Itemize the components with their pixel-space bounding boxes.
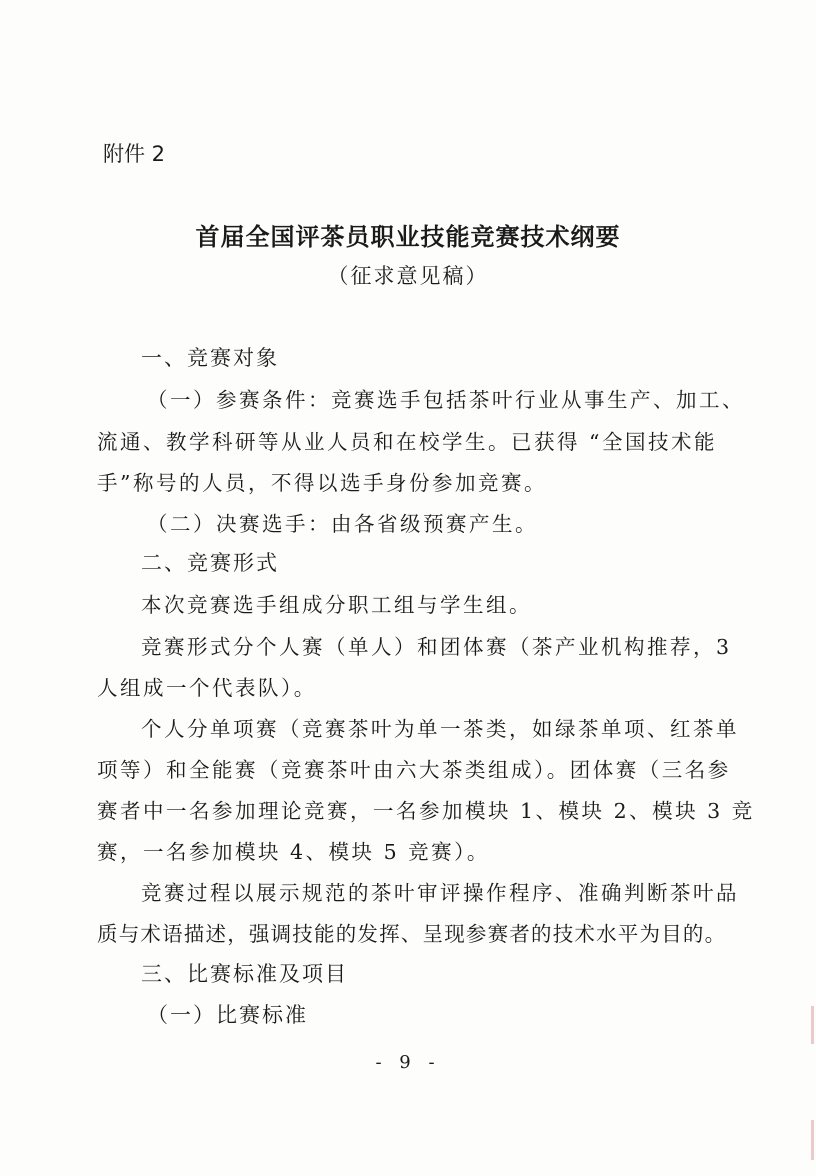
page-number: - 9 - <box>375 1052 441 1073</box>
paragraph-line: 个人分单项赛（竞赛茶叶为单一茶类，如绿茶单项、红茶单 <box>141 717 739 741</box>
paragraph-line: （二）决赛选手：由各省级预赛产生。 <box>147 512 538 536</box>
paragraph-line: 赛者中一名参加理论竞赛，一名参加模块 1、模块 2、模块 3 竞 <box>97 799 755 823</box>
paragraph-line: 竞赛形式分个人赛（单人）和团体赛（茶产业机构推荐，3 <box>141 635 732 659</box>
scan-edge-mark <box>811 1120 814 1160</box>
attachment-label: 附件 2 <box>103 142 166 166</box>
section-heading-2: 二、竞赛形式 <box>141 551 279 575</box>
scan-edge-mark <box>811 1006 814 1044</box>
paragraph-line: 质与术语描述，强调技能的发挥、呈现参赛者的技术水平为目的。 <box>97 922 727 946</box>
paragraph-line: 竞赛过程以展示规范的茶叶审评操作程序、准确判断茶叶品 <box>141 881 739 905</box>
section-heading-3: 三、比赛标准及项目 <box>141 962 348 986</box>
paragraph-line: 本次竞赛选手组成分职工组与学生组。 <box>141 593 532 617</box>
paragraph-line: 人组成一个代表队）。 <box>97 676 317 700</box>
paragraph-line: 赛，一名参加模块 4、模块 5 竞赛）。 <box>97 840 490 864</box>
paragraph-line: 项等）和全能赛（竞赛茶叶由六大茶类组成）。团体赛（三名参 <box>97 758 731 782</box>
document-subtitle: （征求意见稿） <box>327 264 489 288</box>
document-title: 首届全国评茶员职业技能竞赛技术纲要 <box>195 223 621 251</box>
section-heading-1: 一、竞赛对象 <box>141 346 279 370</box>
paragraph-line: （一）参赛条件：竞赛选手包括茶叶行业从事生产、加工、 <box>147 388 745 412</box>
subsection-heading: （一）比赛标准 <box>147 1003 308 1027</box>
paragraph-line: 手”称号的人员，不得以选手身份参加竞赛。 <box>97 471 547 495</box>
paragraph-line: 流通、教学科研等从业人员和在校学生。已获得 “全国技术能 <box>97 430 717 454</box>
